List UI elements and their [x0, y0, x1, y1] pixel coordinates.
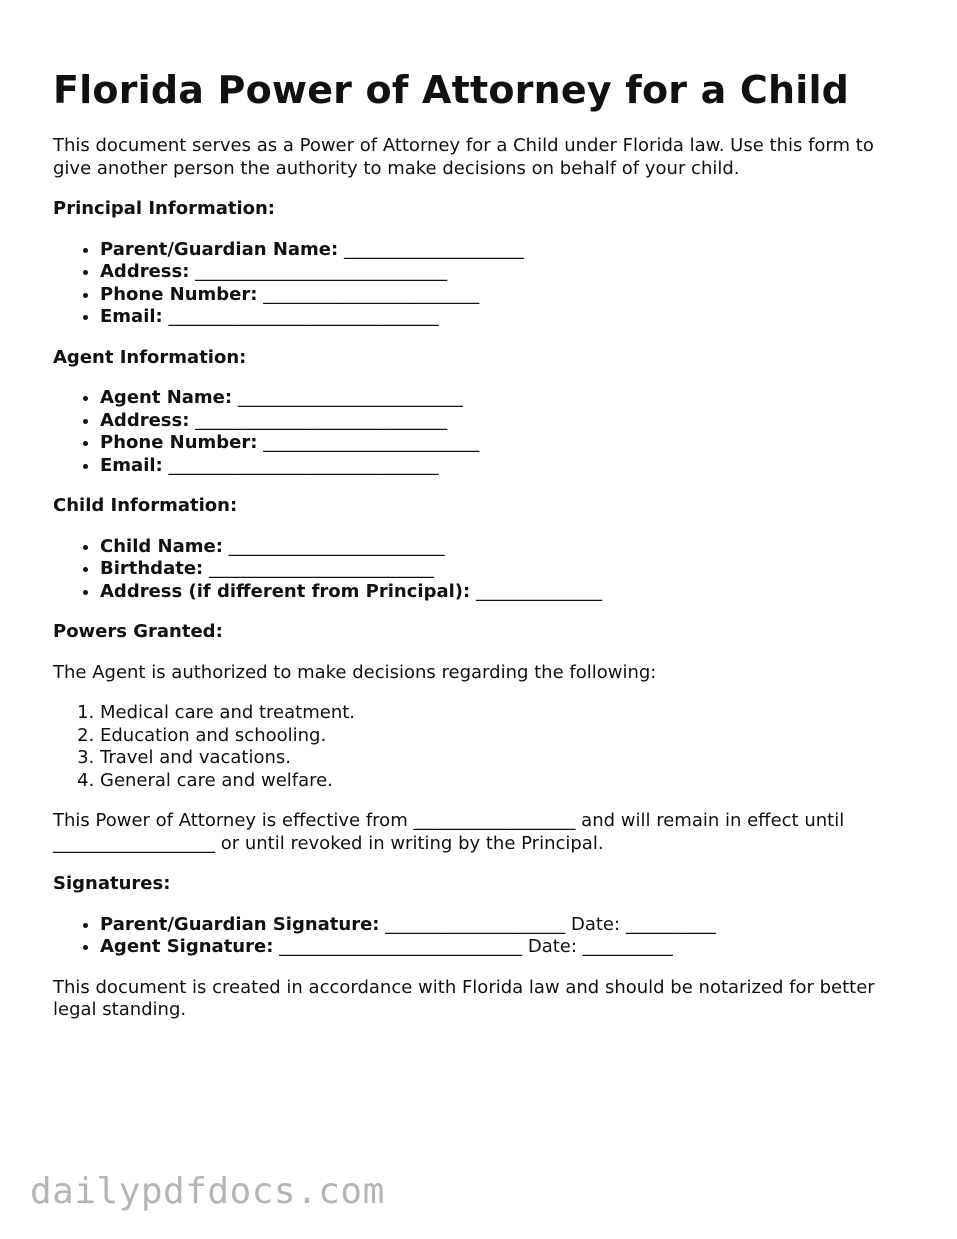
powers-intro: The Agent is authorized to make decisions regarding the following: [53, 661, 657, 683]
principal-name-field [100, 239, 903, 262]
agent-email-field [100, 455, 903, 478]
date-label: Date: [570, 913, 621, 935]
agent-phone-field [100, 432, 903, 455]
field-label: Address (if different from Principal): [100, 580, 471, 602]
principal-phone-field [100, 284, 903, 307]
fill-in-blank: _________________________ [208, 558, 434, 579]
power-item: 3. Travel and vacations. [100, 747, 903, 770]
child-heading: Child Information: [53, 495, 238, 516]
fill-in-blank: ______________________________ [168, 454, 439, 476]
signature-blank: ___________________________ [279, 936, 523, 957]
power-item: 1. Medical care and treatment. [100, 702, 903, 725]
fill-in-blank: ________________________ [228, 535, 445, 557]
intro-paragraph: This document serves as a Power of Attorney for a Child under Florida law. Use this form to give another person the authority to make decisions on behalf of your child. [53, 135, 874, 179]
child-birthdate-field [100, 558, 903, 581]
field-label: Email: [100, 306, 163, 327]
date-label: Date: [527, 936, 577, 957]
powers-heading: Powers Granted: [53, 621, 223, 642]
fill-in-blank: _________________________ [237, 387, 463, 408]
effective-period-paragraph: This Power of Attorney is effective from __________________ and will remain in effect until __________________ or until revoked in writing by the Principal. [53, 810, 845, 854]
field-label: Phone Number: [100, 283, 258, 305]
agent-signature-line [100, 936, 903, 959]
document-title: Florida Power of Attorney for a Child [53, 68, 850, 112]
field-label: Parent/Guardian Name: [100, 238, 339, 260]
field-label: Agent Signature: [100, 936, 274, 957]
child-name-field [100, 536, 903, 559]
field-label: Parent/Guardian Signature: [100, 913, 380, 935]
child-field-list [53, 536, 903, 604]
principal-field-list [53, 239, 903, 329]
watermark: dailypdfdocs.com [30, 1171, 385, 1212]
powers-list [53, 702, 903, 792]
agent-address-field [100, 410, 903, 433]
principal-email-field [100, 306, 903, 329]
fill-in-blank: ________________________ [263, 432, 480, 453]
date-blank: __________ [582, 936, 673, 957]
fill-in-blank: ____________________ [343, 238, 524, 260]
principal-heading: Principal Information: [53, 198, 276, 219]
field-label: Email: [100, 454, 163, 476]
power-item: 4. General care and welfare. [100, 770, 903, 793]
signatures-heading: Signatures: [53, 873, 171, 894]
footer-paragraph: This document is created in accordance with Florida law and should be notarized for better legal standing. [53, 976, 875, 1020]
field-label: Agent Name: [100, 387, 233, 408]
fill-in-blank: ____________________________ [195, 409, 448, 431]
agent-heading: Agent Information: [53, 346, 247, 368]
agent-name-field [100, 387, 903, 410]
principal-address-field [100, 261, 903, 284]
child-address-field [100, 581, 903, 604]
fill-in-blank: ____________________________ [195, 261, 448, 282]
agent-field-list [53, 387, 903, 477]
date-blank: __________ [625, 913, 716, 935]
field-label: Child Name: [100, 535, 223, 557]
document-page [53, 62, 903, 1040]
power-item: 2. Education and schooling. [100, 725, 903, 748]
parent-signature-line [100, 914, 903, 937]
field-label: Phone Number: [100, 432, 258, 453]
signature-list [53, 914, 903, 959]
signature-blank: ____________________ [385, 913, 566, 935]
fill-in-blank: ______________________________ [168, 306, 439, 327]
field-label: Address: [100, 261, 190, 282]
field-label: Address: [100, 409, 190, 431]
field-label: Birthdate: [100, 558, 204, 579]
fill-in-blank: ________________________ [263, 283, 480, 305]
fill-in-blank: ______________ [475, 580, 602, 602]
